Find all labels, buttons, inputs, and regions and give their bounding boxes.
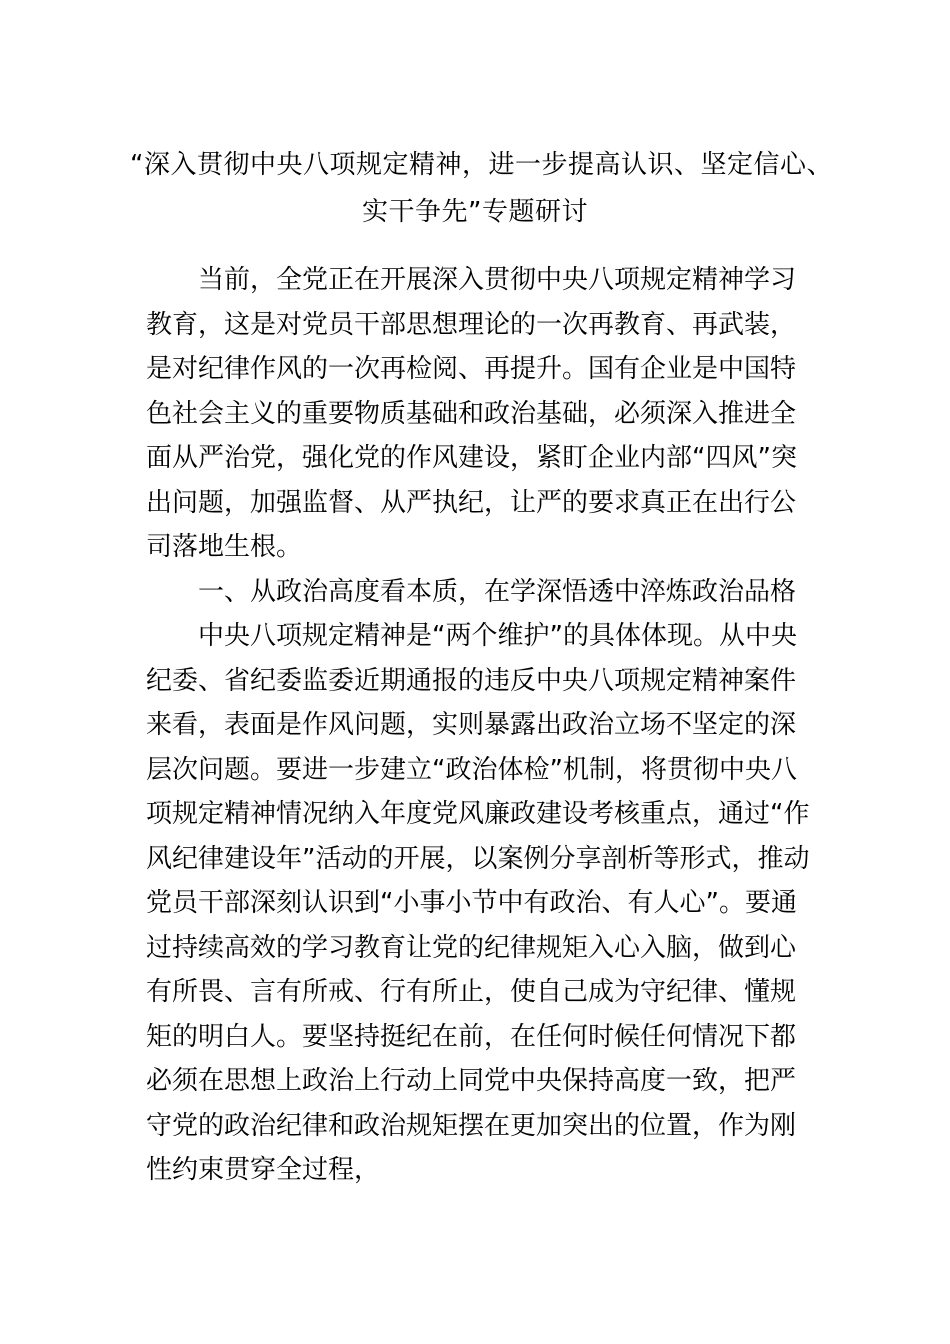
paragraph-line: 党员干部深刻认识到“小事小节中有政治、有人心”。要通 [146,888,797,918]
paragraph-line: 必须在思想上政治上行动上同党中央保持高度一致，把严 [146,1066,797,1096]
section-heading: 一、从政治高度看本质，在学深悟透中淬炼政治品格 [198,576,797,607]
paragraph-line: 有所畏、言有所戒、行有所止，使自己成为守纪律、懂规 [146,977,797,1007]
paragraph-line: 色社会主义的重要物质基础和政治基础，必须深入推进全 [146,398,797,429]
paragraph-line: 纪委、省纪委监委近期通报的违反中央八项规定精神案件 [146,665,797,696]
paragraph-line: 来看，表面是作风问题，实则暴露出政治立场不坚定的深 [146,710,797,740]
document-title-line-1: “深入贯彻中央八项规定精神，进一步提高认识、坚定信心、 [130,150,833,180]
paragraph-line: 守党的政治纪律和政治规矩摆在更加突出的位置，作为刚 [146,1110,797,1141]
paragraph-line: 中央八项规定精神是“两个维护”的具体体现。从中央 [198,621,797,651]
paragraph-line: 项规定精神情况纳入年度党风廉政建设考核重点，通过“作 [146,799,810,829]
paragraph-line: 当前，全党正在开展深入贯彻中央八项规定精神学习 [198,265,797,295]
paragraph-line: 过持续高效的学习教育让党的纪律规矩入心入脑，做到心 [146,932,797,963]
document-body [146,258,811,1193]
document-title-line-2: 实干争先”专题研讨 [362,197,588,227]
paragraph-line: 教育，这是对党员干部思想理论的一次再教育、再武装， [146,309,797,340]
paragraph-line: 性约束贯穿全过程， [146,1155,381,1185]
paragraph-line: 矩的明白人。要坚持挺纪在前，在任何时候任何情况下都 [146,1021,797,1052]
paragraph-line: 出问题，加强监督、从严执纪，让严的要求真正在出行公 [146,487,797,518]
paragraph-line: 风纪律建设年”活动的开展，以案例分享剖析等形式，推动 [146,843,810,874]
paragraph-line: 司落地生根。 [146,532,303,562]
paragraph-line: 是对纪律作风的一次再检阅、再提升。国有企业是中国特 [146,354,797,384]
paragraph-line: 面从严治党，强化党的作风建设，紧盯企业内部“四风”突 [146,443,797,473]
paragraph-line: 层次问题。要进一步建立“政治体检”机制，将贯彻中央八 [146,754,797,785]
